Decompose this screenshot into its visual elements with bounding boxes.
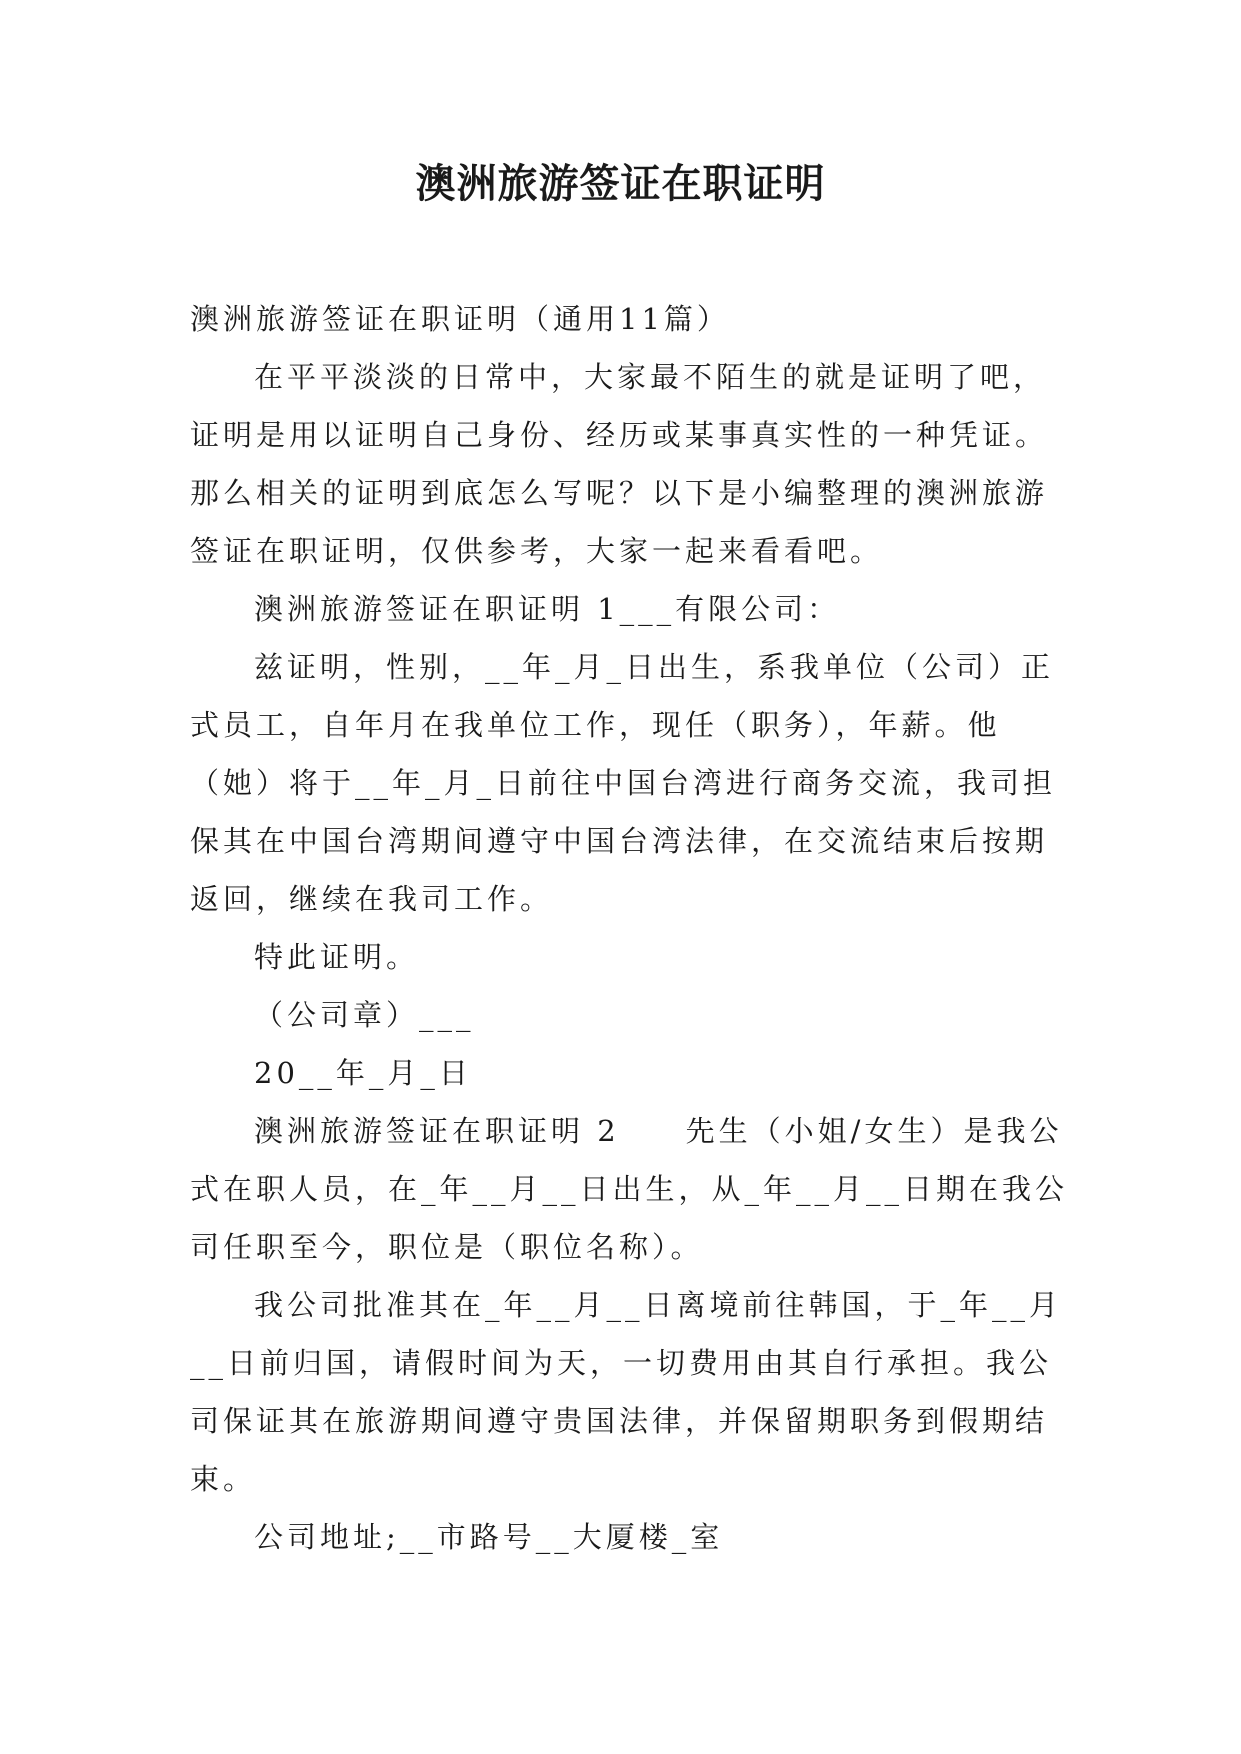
certificate-2-approval: 我公司批准其在_年__月__日离境前往韩国，于_年__月__日前归国，请假时间为天，一切费用由其自行承担。我公司保证其在旅游期间遵守贵国法律，并保留期职务到假期结束。 (190, 1288, 1063, 1496)
certificate-1-body: 兹证明，性别，__年_月_日出生，系我单位（公司）正式员工，自年月在我单位工作，现任（职务），年薪。他（她）将于__年_月_日前往中国台湾进行商务交流，我司担保其在中国台湾期间遵守中国台湾法律，在交流结束后按期返回，继续在我司工作。 (190, 650, 1057, 916)
document-body (190, 290, 1070, 1566)
certificate-1-date: 20__年_月_日 (254, 1056, 472, 1090)
certificate-1-seal: （公司章）___ (254, 998, 475, 1032)
document-title: 澳洲旅游签证在职证明 (415, 160, 826, 207)
company-address: 公司地址;__市路号__大厦楼_室 (254, 1520, 724, 1554)
intro-paragraph: 在平平淡淡的日常中，大家最不陌生的就是证明了吧，证明是用以证明自己身份、经历或某事真实性的一种凭证。那么相关的证明到底怎么写呢？以下是小编整理的澳洲旅游签证在职证明，仅供参考，大家一起来看看吧。 (190, 360, 1049, 568)
certificate-1-heading: 澳洲旅游签证在职证明 1___有限公司： (254, 592, 841, 626)
subtitle-paragraph: 澳洲旅游签证在职证明（通用11篇） (190, 302, 730, 336)
certificate-2-body: 澳洲旅游签证在职证明 2 先生（小姐/女生）是我公式在职人员，在_年__月__日出生，从_年__月__日期在我公司任职至今，职位是（职位名称）。 (190, 1114, 1069, 1264)
certificate-1-closing: 特此证明。 (254, 940, 420, 974)
